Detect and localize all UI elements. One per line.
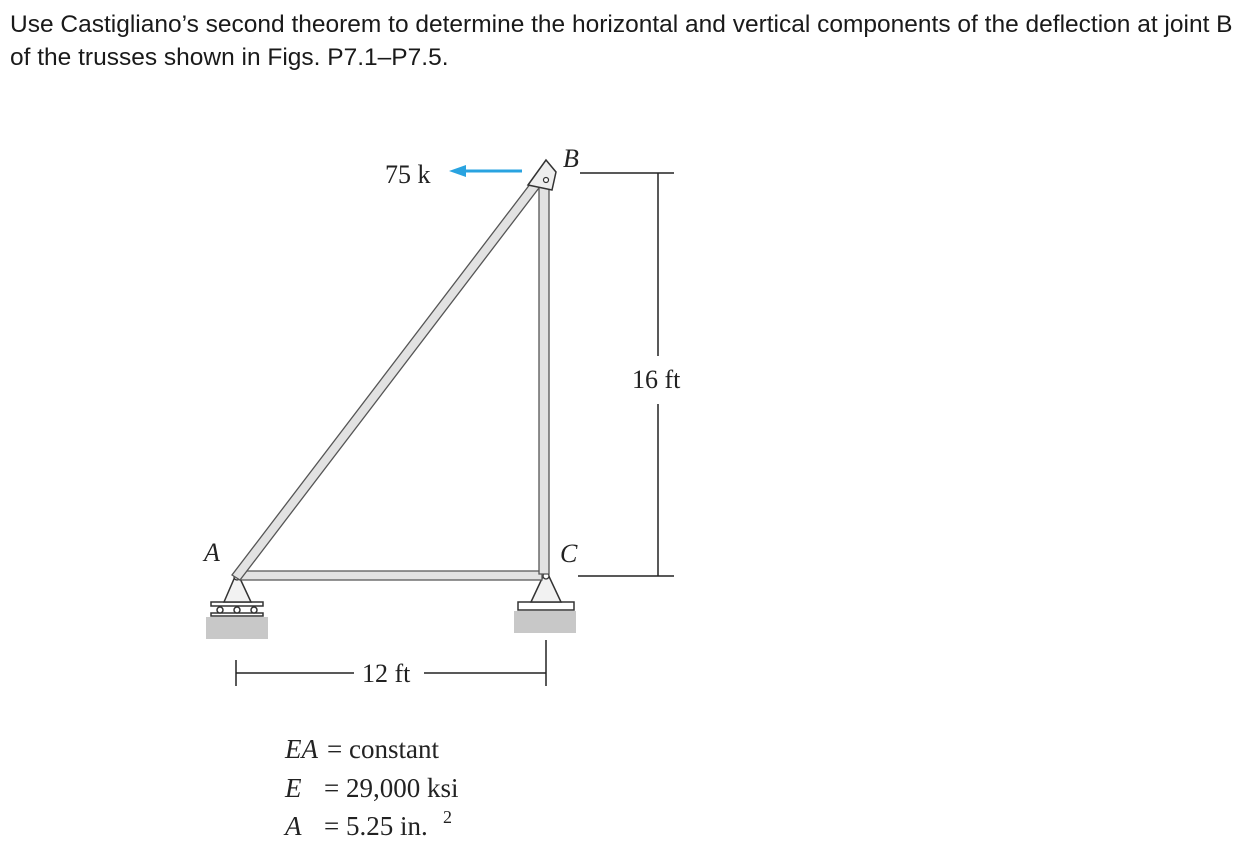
member-ac	[240, 571, 542, 580]
property-ea-lhs: EA	[285, 734, 318, 764]
ground-c	[514, 611, 576, 633]
property-e-rhs: = 29,000 ksi	[324, 773, 459, 803]
property-a-rhs: = 5.25 in.	[324, 811, 428, 841]
member-bc	[539, 184, 549, 574]
problem-statement: Use Castigliano’s second theorem to determine the horizontal and vertical components of the deflection at joint B of the trusses shown in Figs. P7.1–P7.5.	[10, 11, 1233, 71]
property-ea-rhs: = constant	[327, 734, 439, 764]
load-arrow	[449, 165, 522, 177]
dimension-span-label: 12 ft	[362, 659, 411, 688]
dimension-height-label: 16 ft	[632, 365, 681, 394]
load-label: 75 k	[385, 160, 431, 189]
pin-b	[544, 178, 549, 183]
gusset-b	[528, 160, 556, 190]
property-a-exponent: 2	[443, 807, 452, 827]
joint-label-b: B	[563, 144, 579, 173]
joint-label-c: C	[560, 539, 578, 568]
member-ab	[232, 175, 545, 580]
joint-label-a: A	[204, 538, 220, 567]
property-e-lhs: E	[285, 773, 302, 803]
ground-a	[206, 617, 268, 639]
property-a-lhs: A	[285, 811, 302, 841]
